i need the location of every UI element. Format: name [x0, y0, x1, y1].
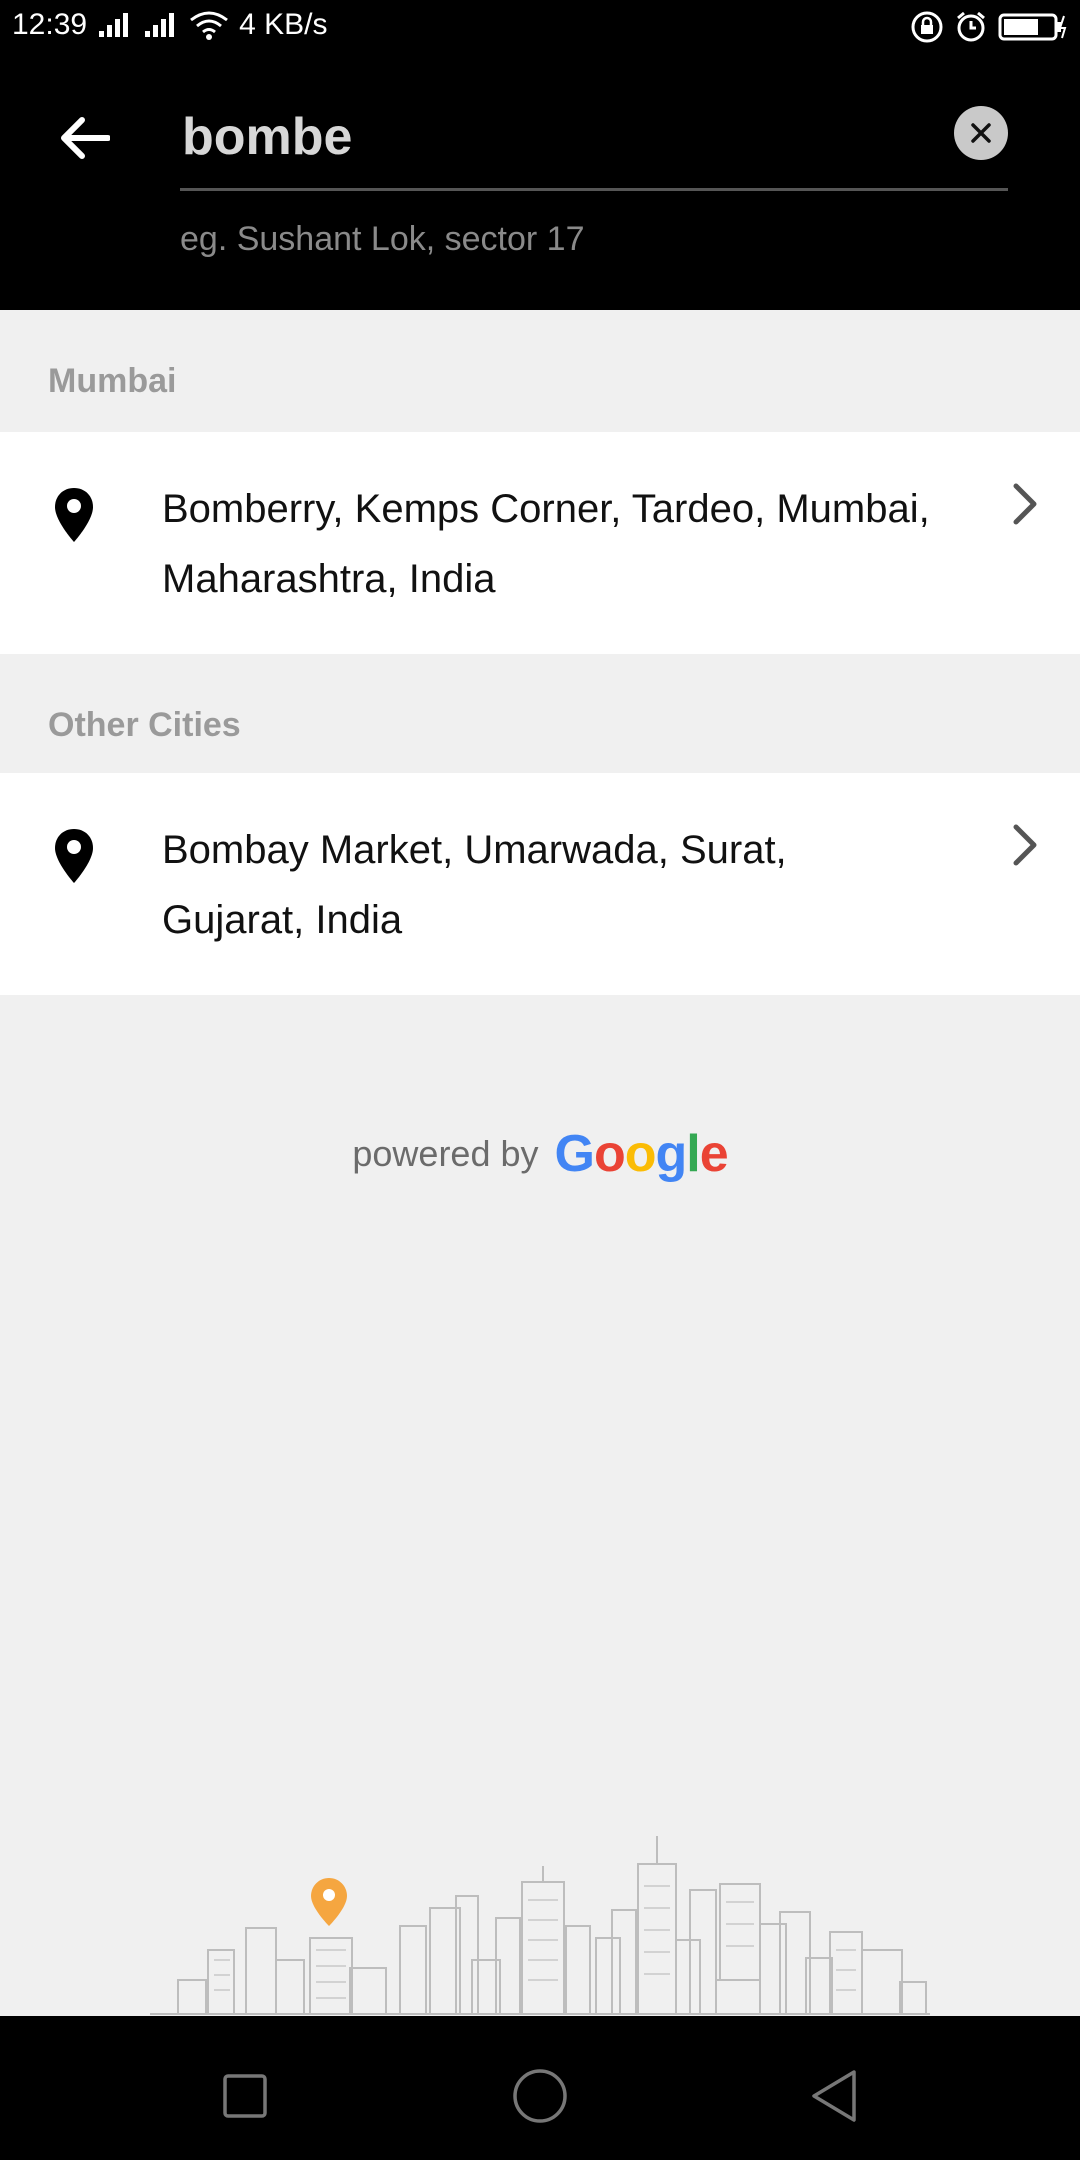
- result-address: [162, 474, 972, 614]
- status-left: [12, 8, 327, 42]
- triangle-back-icon: [808, 2068, 860, 2124]
- close-icon: [969, 121, 993, 145]
- location-pin-orange-icon: [311, 1878, 347, 1926]
- back-button[interactable]: [48, 102, 120, 174]
- circle-icon: [511, 2067, 569, 2125]
- signal-icon: [97, 11, 133, 39]
- google-letter: o: [624, 1125, 656, 1183]
- chevron-right-icon: [1004, 480, 1044, 528]
- search-field: [180, 88, 1008, 191]
- battery-icon: [998, 12, 1068, 42]
- search-hint: eg. Sushant Lok, sector 17: [180, 220, 585, 258]
- chevron-right-icon: [1004, 821, 1044, 869]
- location-pin-icon: [52, 486, 96, 544]
- wifi-icon: [189, 10, 229, 40]
- search-input[interactable]: [180, 88, 884, 186]
- lock-rotation-icon: [910, 10, 944, 44]
- result-address: [162, 815, 972, 955]
- result-item[interactable]: [0, 432, 1080, 654]
- result-item[interactable]: [0, 773, 1080, 995]
- result-address-line1: Bomberry, Kemps Corner, Tardeo, Mumbai,: [162, 487, 930, 531]
- result-address-line2: Gujarat, India: [162, 898, 403, 942]
- powered-by-google: [0, 1124, 1080, 1184]
- result-address-line2: Maharashtra, India: [162, 557, 496, 601]
- signal-icon: [143, 11, 179, 39]
- alarm-icon: [954, 10, 988, 44]
- back-nav-button[interactable]: [798, 2060, 870, 2132]
- search-header: [0, 54, 1080, 310]
- network-speed: 4 KB/s: [239, 8, 328, 41]
- powered-by-label: powered by: [352, 1133, 539, 1174]
- system-navigation-bar: [0, 2016, 1080, 2160]
- result-address-line1: Bombay Market, Umarwada, Surat,: [162, 828, 787, 872]
- clear-search-button[interactable]: [954, 106, 1008, 160]
- arrow-left-icon: [58, 116, 110, 160]
- section-title-other-cities: Other Cities: [48, 706, 241, 744]
- google-letter: o: [593, 1125, 625, 1183]
- location-pin-icon: [52, 827, 96, 885]
- google-letter: e: [699, 1125, 728, 1183]
- home-button[interactable]: [504, 2060, 576, 2132]
- google-letter: G: [554, 1125, 594, 1183]
- status-bar: [0, 0, 1080, 54]
- google-letter: g: [655, 1125, 687, 1183]
- status-right: [910, 10, 1068, 44]
- city-skyline-illustration: [150, 1830, 930, 2016]
- google-logo: [555, 1124, 728, 1184]
- section-title-mumbai: Mumbai: [48, 362, 177, 400]
- status-time: 12:39: [12, 8, 88, 41]
- recents-button[interactable]: [209, 2060, 281, 2132]
- square-icon: [222, 2073, 268, 2119]
- google-letter: l: [686, 1125, 700, 1183]
